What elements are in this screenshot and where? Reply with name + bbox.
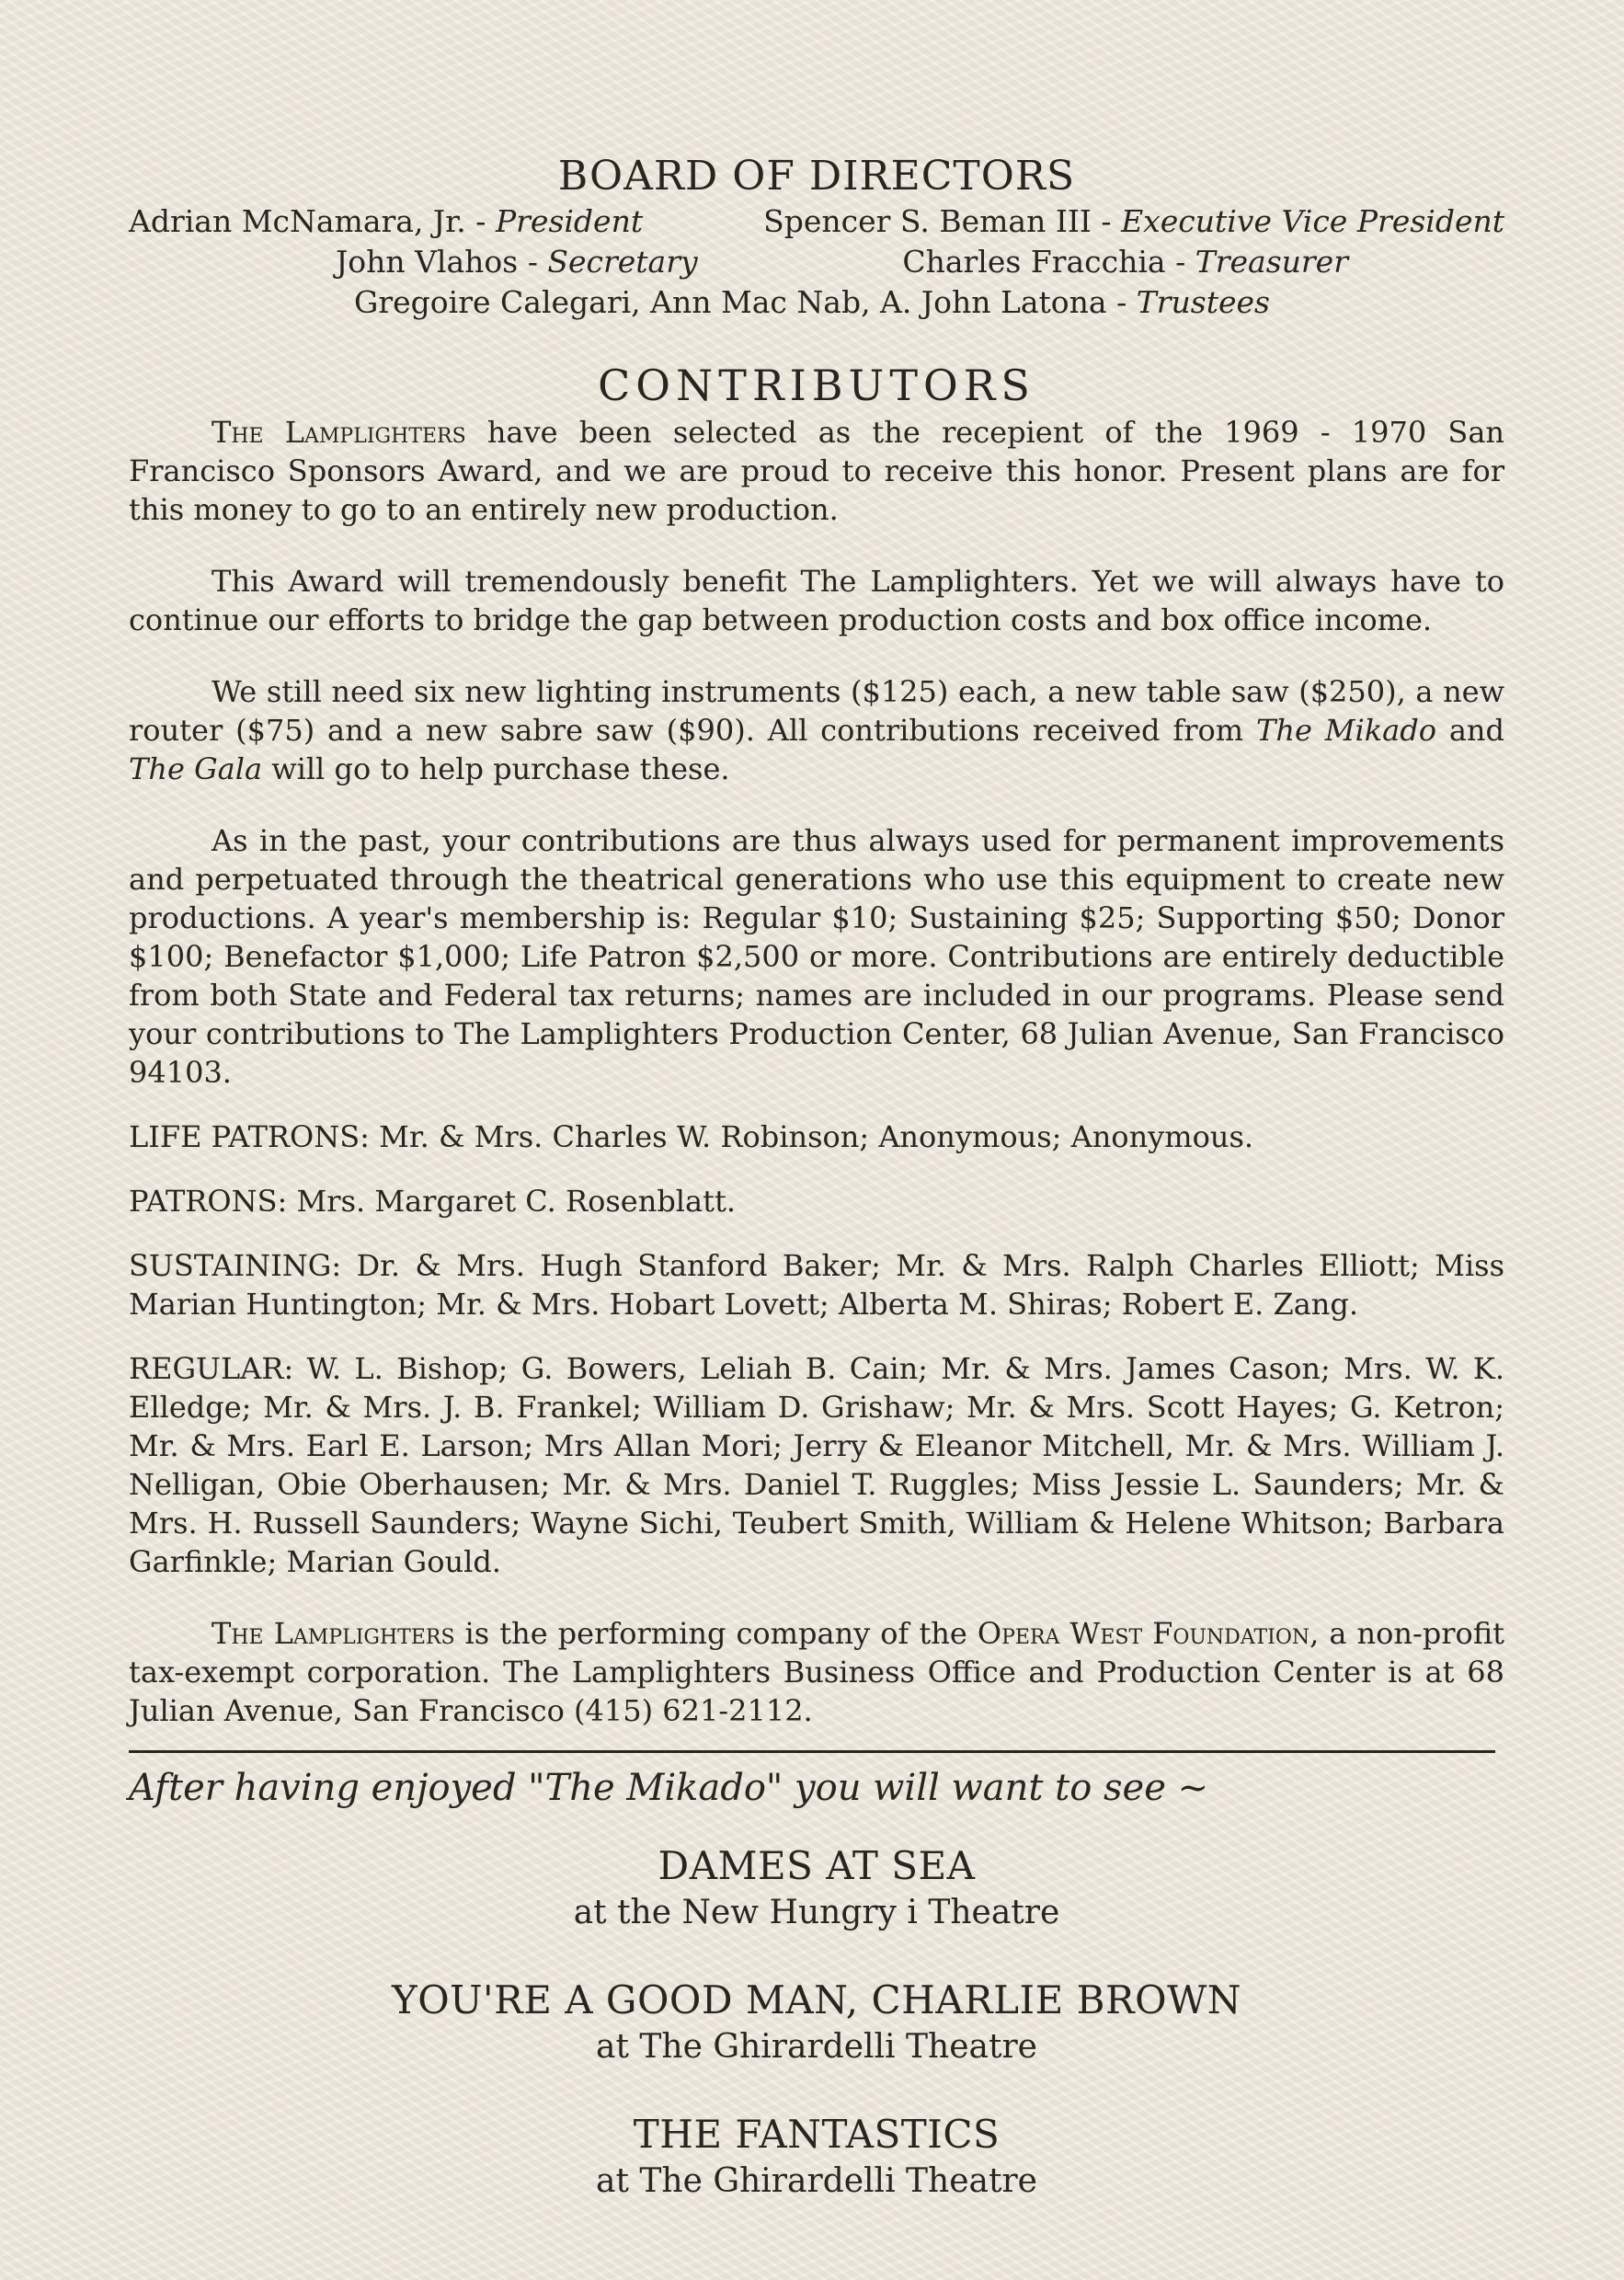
board-row-3: [129, 282, 1504, 323]
treasurer-entry: [902, 242, 1348, 282]
executive-vp-name: Spencer S. Beman III: [763, 203, 1092, 239]
award-text: have been selected as the recepient of the 1969 - 1970 San Francisco Sponsors Award, and we are proud to receive this honor. Present plans are for this money to go to an entirely new production.: [129, 415, 1505, 527]
foundation-paragraph: [129, 1614, 1504, 1730]
separator: -: [1091, 203, 1122, 239]
treasurer-name: Charles Fracchia: [902, 244, 1166, 280]
opera-west-foundation: Opera West Foundation: [977, 1616, 1310, 1651]
equipment-text-b: and: [1435, 713, 1505, 748]
contributors-section: [129, 360, 1504, 1730]
president-role: President: [495, 203, 644, 239]
secretary-role: Secretary: [547, 244, 698, 280]
separator: -: [465, 203, 496, 239]
award-paragraph: [129, 413, 1504, 529]
after-line: After having enjoyed "The Mikado" you will want to see ~: [129, 1767, 1209, 1809]
lamplighters-name: The Lamplighters: [212, 1616, 455, 1651]
divider-rule: [129, 1750, 1495, 1753]
benefit-paragraph: This Award will tremendously benefit The Lamplighters. Yet we will always have to continue our efforts to bridge the gap between production costs and box office income.: [129, 564, 1504, 637]
president-name: Adrian McNamara, Jr.: [129, 203, 466, 239]
show-venue: at the New Hungry i Theatre: [573, 1894, 1060, 1931]
trustees-role: Trustees: [1136, 284, 1270, 320]
gala-title: The Gala: [129, 751, 263, 786]
upcoming-shows: [129, 1841, 1504, 2204]
show-title: DAMES AT SEA: [658, 1843, 976, 1888]
trustees-names: Gregoire Calegari, Ann Mac Nab, A. John Latona: [354, 284, 1107, 320]
equipment-paragraph: [129, 672, 1504, 788]
secretary-entry: [336, 242, 698, 282]
secretary-name: John Vlahos: [336, 244, 519, 280]
show-title: YOU'RE A GOOD MAN, CHARLIE BROWN: [391, 1977, 1241, 2022]
sustaining-list: SUSTAINING: Dr. & Mrs. Hugh Stanford Baker; Mr. & Mrs. Ralph Charles Elliott; Miss Marian Huntington; Mr. & Mrs. Hobart Lovett; Alberta M. Shiras; Robert E. Zang.: [129, 1248, 1504, 1322]
executive-vp-role: Executive Vice President: [1121, 203, 1504, 239]
board-title: BOARD OF DIRECTORS: [557, 153, 1076, 200]
treasurer-role: Treasurer: [1195, 244, 1348, 280]
membership-paragraph: As in the past, your contributions are thus always used for permanent improvements and perpetuated through the theatrical generations who use this equipment to create new productions. A year's membership is: Regular $10; Sustaining $25; Supporting $50; Donor $100; Benefactor $1,000; Life Patron $2,500 or more. Contributions are entirely deductible from both State and Federal tax returns; names are included in our programs. Please send your contributions to The Lamplighters Production Center, 68 Julian Avenue, San Francisco 94103.: [129, 823, 1504, 1090]
board-of-directors: [129, 152, 1504, 323]
show-item: [129, 1976, 1504, 2069]
president-entry: [129, 201, 643, 242]
contributors-title: CONTRIBUTORS: [598, 361, 1035, 410]
equipment-text-c: will go to help purchase these.: [262, 751, 730, 786]
show-venue: at The Ghirardelli Theatre: [596, 2028, 1037, 2066]
life-patrons-list: LIFE PATRONS: Mr. & Mrs. Charles W. Robinson; Anonymous; Anonymous.: [129, 1119, 1254, 1154]
show-item: [129, 1841, 1504, 1935]
separator: -: [1106, 284, 1137, 320]
separator: -: [518, 244, 548, 280]
foundation-text-b: , a non-profit tax-exempt corporation. The Lamplighters Business Office and Production Center is at 68 Julian Avenue, San Francisco (415) 621-2112.: [129, 1616, 1505, 1728]
show-venue: at The Ghirardelli Theatre: [596, 2162, 1037, 2200]
equipment-text-a: We still need six new lighting instruments ($125) each, a new table saw ($250), a new router ($75) and a new sabre saw ($90). All contributions received from: [129, 674, 1504, 748]
board-row-2: [129, 242, 1504, 282]
show-title: THE FANTASTICS: [633, 2112, 1001, 2157]
executive-vp-entry: [763, 201, 1504, 242]
foundation-text-a: is the performing company of the: [454, 1616, 978, 1651]
mikado-title: The Mikado: [1256, 713, 1436, 748]
show-item: [129, 2110, 1504, 2204]
regular-list: REGULAR: W. L. Bishop; G. Bowers, Leliah B. Cain; Mr. & Mrs. James Cason; Mrs. W. K. Elledge; Mr. & Mrs. J. B. Frankel; William D. Grishaw; Mr. & Mrs. Scott Hayes; G. Ketron; Mr. & Mrs. Earl E. Larson; Mrs Allan Mori; Jerry & Eleanor Mitchell, Mr. & Mrs. William J. Nelligan, Obie Oberhausen; Mr. & Mrs. Daniel T. Ruggles; Miss Jessie L. Saunders; Mr. & Mrs. H. Russell Saunders; Wayne Sichi, Teubert Smith, William & Helene Whitson; Barbara Garfinkle; Marian Gould.: [129, 1351, 1504, 1579]
board-row-1: [129, 201, 1504, 242]
lamplighters-name: The Lamplighters: [212, 415, 466, 450]
patrons-list: PATRONS: Mrs. Margaret C. Rosenblatt.: [129, 1184, 736, 1219]
separator: -: [1165, 244, 1195, 280]
